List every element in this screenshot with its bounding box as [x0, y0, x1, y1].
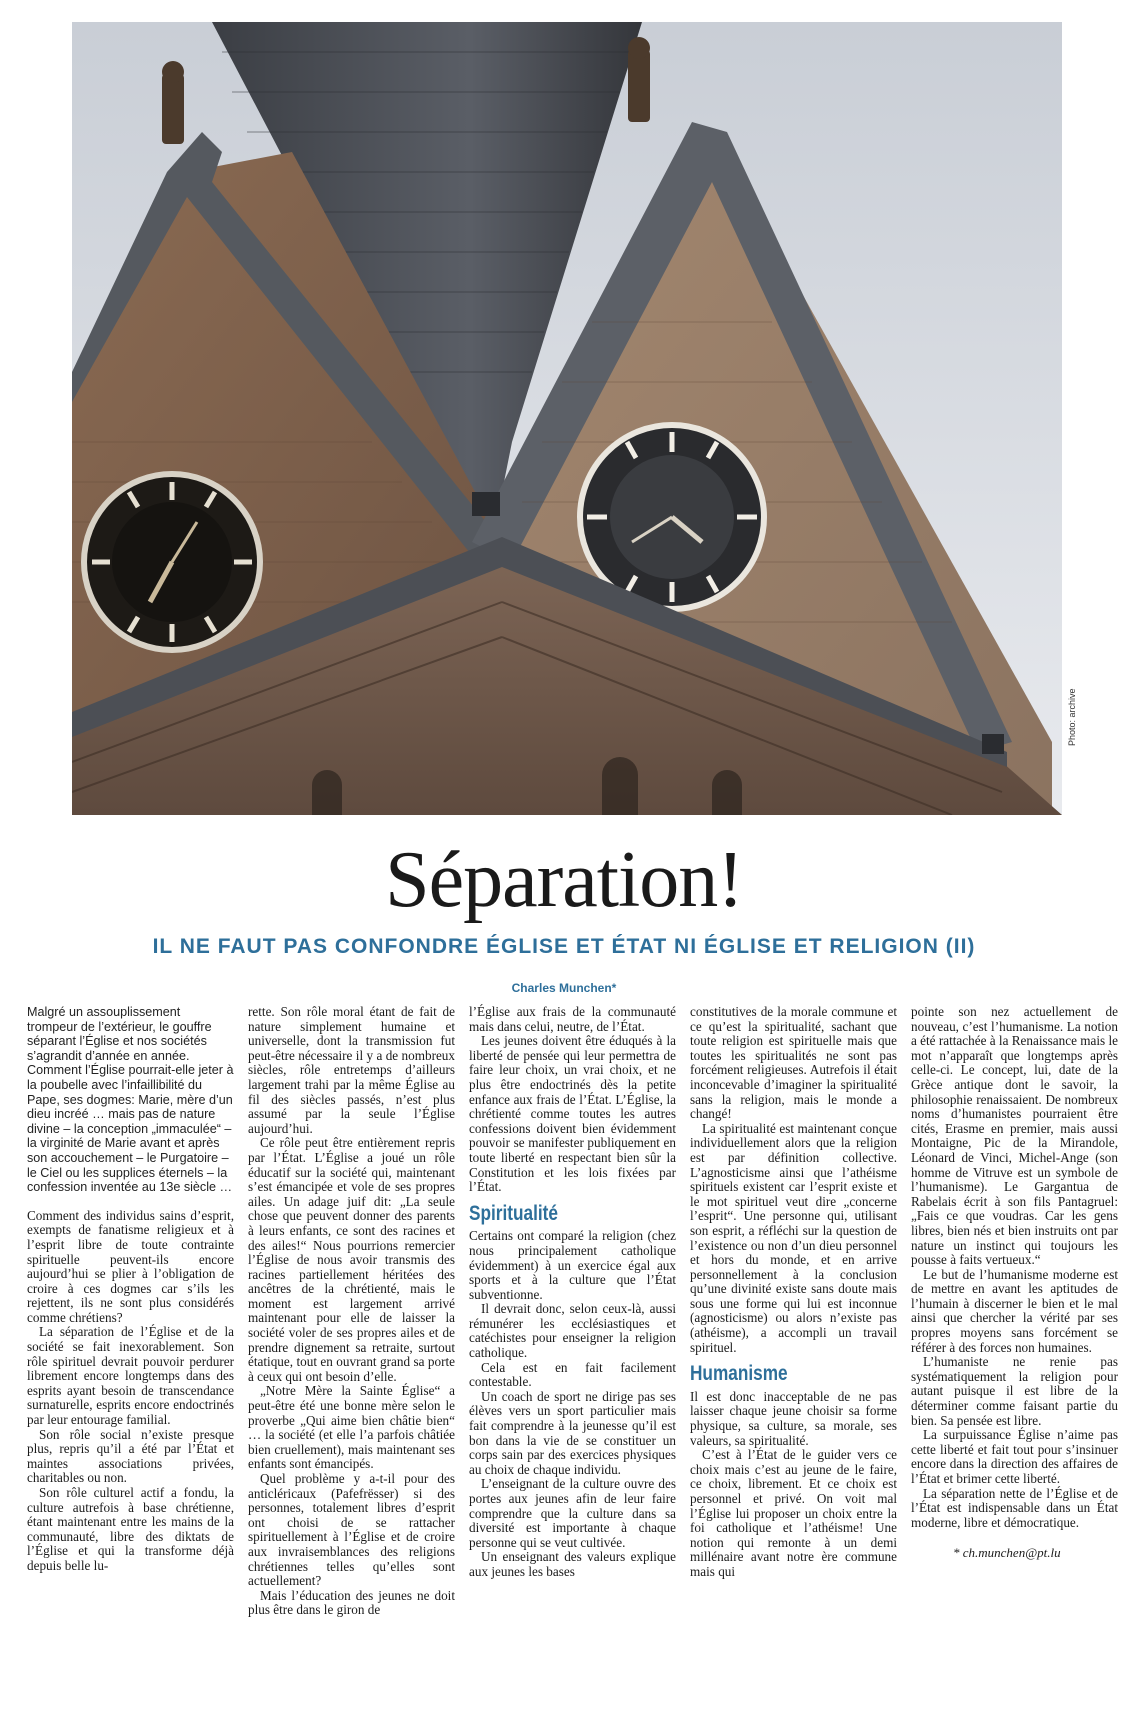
column-4: [690, 1005, 897, 1580]
section-heading-humanisme: Humanisme: [690, 1362, 788, 1386]
article-lead: Malgré un assouplissement trompeur de l’extérieur, le gouffre séparant l’Église et nos sociétés s’agrandit d’année en année. Comment l’Église pourrait-elle jeter à la poubelle avec l’infaillibilité du Pape, ses dogmes: Marie, mère d’un dieu incréé … mais pas de nature divine – la conception „immaculée“ – la virginité de Marie avant et après son accouchement – le Purgatoire – le Ciel ou les supplices éternels – la confession inventée au 13e siècle …: [27, 1005, 234, 1195]
paragraph: C’est à l’État de le guider vers ce choix mais c’est au jeune de le faire, ce choix, librement. Et ce choix est personnel et privé. On voit mal l’Église lui proposer un choix entre la foi catholique et l’athéisme! Une notion qui remonte à un demi millénaire avant notre ère commune mais qui: [690, 1447, 897, 1579]
paragraph: Son rôle social n’existe presque plus, repris qu’il a été par l’État et maintes associations privées, charitables ou non.: [27, 1426, 234, 1486]
paragraph: Mais l’éducation des jeunes ne doit plus être dans le giron de: [248, 1587, 455, 1618]
author-email-signature: * ch.munchen@pt.lu: [953, 1545, 1061, 1561]
section-heading-spiritualite: Spiritualité: [469, 1201, 558, 1225]
paragraph: „Notre Mère la Sainte Église“ a peut-être été une bonne mère selon le proverbe „Qui aime bien châtie bien“ … la société (et elle l’a parfois châtiée bien cruellement), mais maintenant ses enfants sont émancipés.: [248, 1383, 455, 1472]
paragraph: Comment des individus sains d’esprit, exempts de fanatisme religieux et à l’esprit libre de toute contrainte spirituelle peuvent-ils encore aujourd’hui se plier à l’obligation de croire à ces dogmes car s’ils les rejettent, ils ne sont plus considérés comme chrétiens?: [27, 1207, 234, 1325]
article-body: [27, 1005, 1117, 1705]
paragraph: Un enseignant des valeurs explique aux jeunes les bases: [469, 1549, 676, 1579]
article-author: Charles Munchen*: [511, 981, 617, 995]
column-3: [469, 1005, 676, 1580]
paragraph: Il devrait donc, selon ceux-là, aussi rémunérer les ecclésiastiques et catéchistes pour enseigner la religion catholique.: [469, 1301, 676, 1361]
article-title: Séparation!: [385, 836, 743, 924]
paragraph: Ce rôle peut être entièrement repris par l’État. L’Église a joué un rôle éducatif sur la société qui, maintenant s’est émancipée et vole de ses propres ailes. Un adage juif dit: „La seule chose que peuvent donner des parents à leurs enfants, ce sont des racines et des ailes!“ Nous pourrions remercier l’Église de nous avoir transmis des racines partiellement héritées des ancêtres de la chrétienté, mais le moment est largement arrivé maintenant pour elle de laisser la société voler de ses propres ailes et de prendre dignement sa retraite, surtout étatique, tout en ouvrant grand sa porte à ceux qui ont besoin d’elle.: [248, 1135, 455, 1384]
paragraph: Le but de l’humanisme moderne est de mettre en avant les aptitudes de l’humain à discerner le bien et le mal ainsi que chercher la vérité par ses propres moyens sans forcément se référer à des forces non humaines.: [911, 1266, 1118, 1355]
paragraph: L’humaniste ne renie pas systématiquement la religion pour autant puisque il est libre de la déterminer comme faisant partie du bien. Sa pensée est libre.: [911, 1354, 1118, 1428]
right-clock: [580, 425, 764, 609]
photo-credit: Photo: archive: [1067, 688, 1077, 746]
church-tower-illustration: [72, 22, 1062, 815]
column-1: [27, 1005, 234, 1574]
paragraph: La séparation nette de l’Église et de l’État est indispensable dans un État moderne, libre et démocratique.: [911, 1485, 1118, 1530]
paragraph: Cela est en fait facilement contestable.: [469, 1359, 676, 1390]
paragraph: l’Église aux frais de la communauté mais dans celui, neutre, de l’État.: [469, 1004, 676, 1034]
paragraph: Un coach de sport ne dirige pas ses élèves vers un sport particulier mais fait comprendre à la jeunesse qu’il est bon dans la vie de se constituer un corps sain par des exercices physiques au choix de chaque individu.: [469, 1388, 676, 1477]
paragraph: pointe son nez actuellement de nouveau, c’est l’humanisme. La notion a été rattachée à la Renaissance mais le mot n’apparaît que longtemps après celle-ci. Le concept, lui, date de la Grèce antique dont le savoir, la philosophie renaissaient. De nombreux noms d’humanistes pourraient être cités, Erasme en premier, mais aussi Montaigne, Pic de la Mirandole, Léonard de Vinci, Michel-Ange (son homme de Vitruve est un symbole de l’humanisme). Le Gargantua de Rabelais écrit à son fils Pantagruel: „Fais ce que voudras. Car les gens libres, bien nés et bien instruits ont par nature un instinct qui toujours les pousse à faits vertueux.“: [911, 1004, 1118, 1268]
paragraph: constitutives de la morale commune et ce qu’est la spiritualité, sachant que toute religion est spirituelle mais que toutes les spiritualités ne sont pas forcément religieuses. Autrefois il était inconcevable d’imaginer la spiritualité sans la religion, mais le monde a changé!: [690, 1004, 897, 1122]
paragraph: Il est donc inacceptable de ne pas laisser chaque jeune choisir sa forme physique, sa culture, sa morale, ses valeurs, sa spiritualité.: [690, 1388, 897, 1448]
paragraph: Certains ont comparé la religion (chez nous principalement catholique évidemment) à un exercice égal aux sports et à la culture que l’État subventionne.: [469, 1228, 676, 1302]
column-5: [911, 1005, 1118, 1561]
paragraph: rette. Son rôle moral étant de fait de nature simplement humaine et universelle, dont la transmission fut peut-être nécessaire il y a de nombreux siècles, rôle entretemps d’ailleurs largement trahi par la même Église au fil des siècles passés, n’est plus assumé par la seule l’Église aujourd’hui.: [248, 1004, 455, 1136]
paragraph: La séparation de l’Église et de la société se fait inexorablement. Son rôle spirituel devrait pouvoir perdurer librement encore longtemps dans des esprits ayant besoin de transcendance surnaturelle, esprits encore endoctrinés par leur entourage familial.: [27, 1324, 234, 1428]
article-subtitle: IL NE FAUT PAS CONFONDRE ÉGLISE ET ÉTAT NI ÉGLISE ET RELIGION (II): [152, 935, 976, 958]
left-clock: [84, 474, 260, 650]
paragraph: Son rôle culturel actif a fondu, la culture autrefois à base chrétienne, étant maintenant entre les mains de la communauté, libre des diktats de l’Église et qui la transforme déjà depuis belle lu-: [27, 1485, 234, 1573]
paragraph: Les jeunes doivent être éduqués à la liberté de pensée qui leur permettra de faire leur choix, un vrai choix, et ne plus être endoctrinés dès la petite enfance aux frais de l’État. L’Église, la chrétienté comme toutes les autres confessions doivent bien évidemment pouvoir se manifester publiquement en toute liberté en respectant bien sûr la Constitution et les lois fixées par l’État.: [469, 1033, 676, 1195]
church-tower-photo: [72, 22, 1062, 815]
paragraph: La surpuissance Église n’aime pas cette liberté et fait tout pour s’insinuer encore dans la direction des affaires de l’État et brimer cette liberté.: [911, 1427, 1118, 1486]
paragraph: L’enseignant de la culture ouvre des portes aux jeunes afin de leur faire comprendre que la culture dans sa diversité est importante à chaque personne qui se veut cultivée.: [469, 1476, 676, 1550]
column-2: [248, 1005, 455, 1618]
paragraph: La spiritualité est maintenant conçue individuellement alors que la religion est par définition collective. L’agnosticisme ainsi que l’athéisme spirituels existent car l’esprit existe et le mot spirituel veut dire „concerne l’esprit“. Une personne qui, utilisant son esprit, a réfléchi sur la question de l’existence ou non d’un dieu personnel et hors du monde, et en arrive personnellement à la conclusion qu’une divinité existe sans doute mais sous une forme qui lui est inconnue (agnosticisme) ou alors n’existe pas (athéisme), a accompli un travail spirituel.: [690, 1120, 897, 1355]
paragraph: Quel problème y a-t-il pour des anticléricaux (Pafefrësser) si des personnes, totalement libres d’esprit ont choisi de se rattacher spirituellement à l’Église et de croire aux invraisemblances des religions chrétiennes telles qu’elles sont actuellement?: [248, 1471, 455, 1589]
